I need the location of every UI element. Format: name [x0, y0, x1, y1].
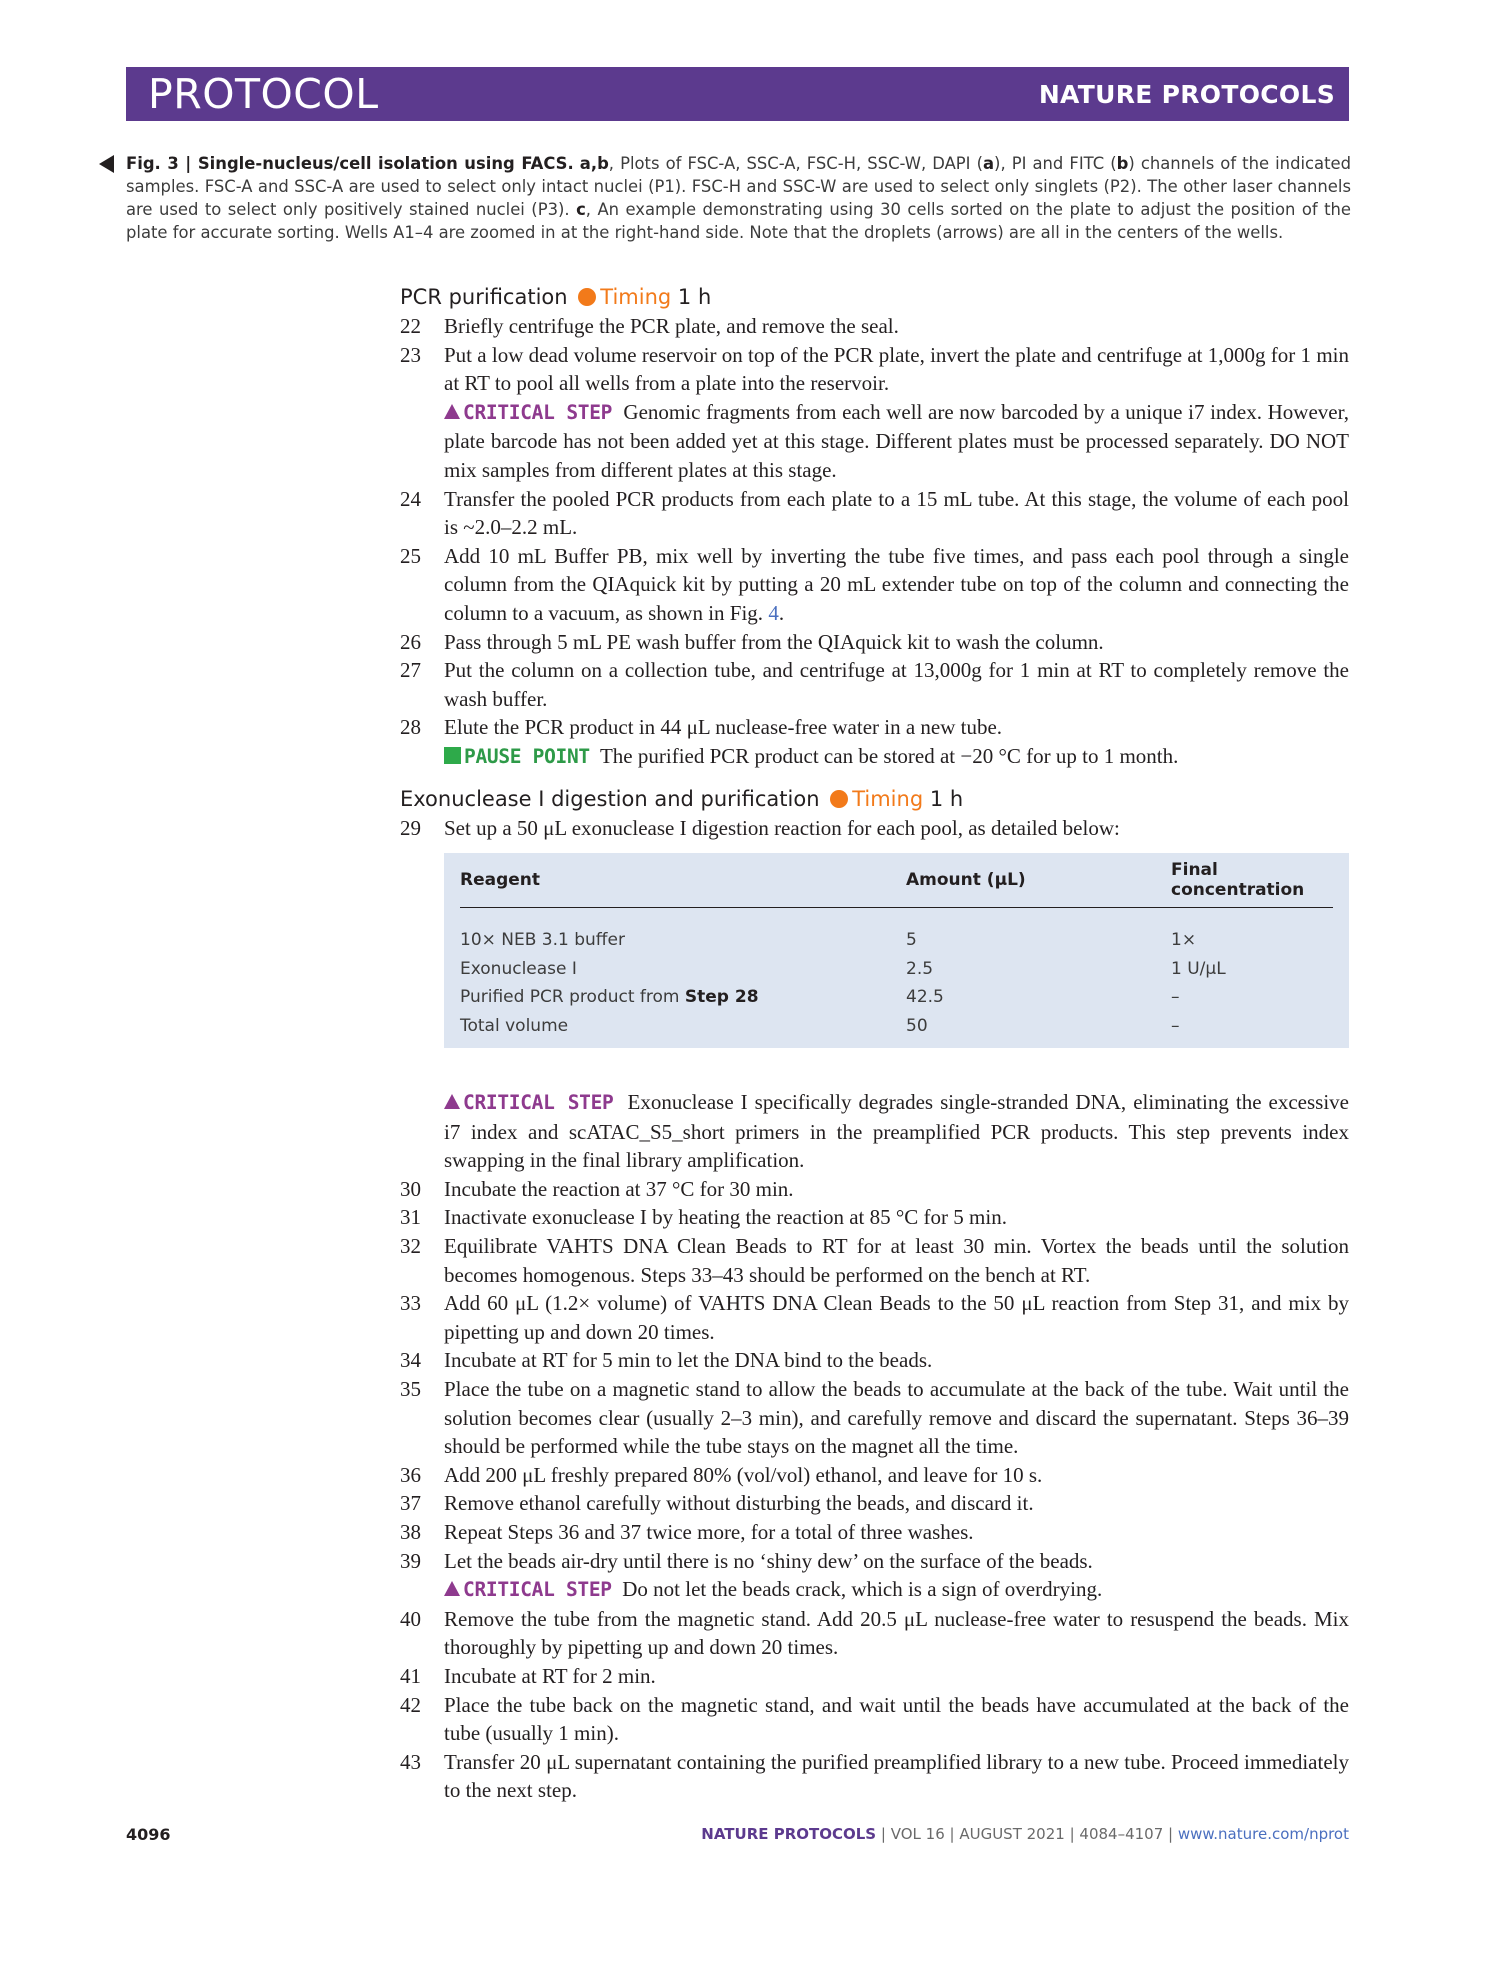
footer-citation: NATURE PROTOCOLS | VOL 16 | AUGUST 2021 | 4084–4107 | www.nature.com/nprot [701, 1825, 1349, 1843]
caption-label: Fig. 3 | Single-nucleus/cell isolation using FACS. [126, 154, 574, 173]
table-cell: 2.5 [906, 958, 934, 979]
caption-text: ) channels of the indicated samples. FSC-A and SSC-A are used to select only intact nuclei (P1). FSC-H and SSC-W are used to select only singlets (P2). The other laser channels are used to select only positively stained nuclei (P3). [126, 154, 1352, 219]
step-number: 39 [400, 1548, 421, 1573]
timing-dot-icon [830, 790, 848, 808]
step-30 [400, 1175, 1349, 1204]
step-text: Equilibrate VAHTS DNA Clean Beads to RT for at least 30 min. Vortex the beads until the solution becomes homogenous. Steps 33–43 should be performed on the bench at RT. [444, 1234, 1349, 1287]
step-number: 36 [400, 1462, 421, 1487]
protocol-body [400, 282, 1349, 1805]
timing-label: Timing [852, 786, 924, 811]
table-cell: – [1171, 1015, 1180, 1036]
step-number: 29 [400, 815, 421, 840]
step-text-end: . [778, 600, 785, 625]
step-text: Briefly centrifuge the PCR plate, and remove the seal. [444, 314, 899, 338]
step-42 [400, 1691, 1349, 1748]
step-24 [400, 485, 1349, 542]
step-number: 42 [400, 1692, 421, 1717]
step-number: 30 [400, 1176, 421, 1201]
figure-4-link[interactable]: 4 [768, 600, 779, 625]
table-header-concentration: Final concentration [1171, 853, 1333, 908]
critical-step-label: CRITICAL STEP [463, 1578, 612, 1602]
caption-ref-a: a [982, 154, 995, 173]
critical-step-text: Exonuclease I specifically degrades single-stranded DNA, eliminating the excessive i7 index and scATAC_S5_short primers in the preamplified PCR products. This step prevents index swapping in the final library amplification. [444, 1090, 1349, 1173]
table-header-reagent: Reagent [460, 853, 906, 908]
step-text: Add 200 μL freshly prepared 80% (vol/vol) ethanol, and leave for 10 s. [444, 1462, 1043, 1487]
step-37 [400, 1489, 1349, 1518]
step-text: Incubate at RT for 2 min. [444, 1663, 656, 1688]
warning-triangle-icon [444, 404, 460, 419]
caption-panel-a: a [579, 154, 591, 173]
step-text: Put the column on a collection tube, and centrifuge at 13,000g for 1 min at RT to completely remove the wash buffer. [444, 658, 1349, 711]
step-number: 26 [400, 629, 421, 654]
step-41 [400, 1662, 1349, 1691]
step-34 [400, 1346, 1349, 1375]
timing-label: Timing [600, 285, 672, 309]
step-29 [400, 814, 1349, 843]
figure-caption: Fig. 3 | Single-nucleus/cell isolation using FACS. a,b, Plots of FSC-A, SSC-A, FSC-H, SSC-W, DAPI (a), PI and FITC (b) channels of the indicated samples. FSC-A and SSC-A are used to select only intact nuclei (P1). FSC-H and SSC-W are used to select only singlets (P2). The other laser channels are used to select only positively stained nuclei (P3). c, An example demonstrating using 30 cells sorted on the plate to adjust the position of the plate for accurate sorting. Wells A1–4 are zoomed in at the right-hand side. Note that the droplets (arrows) are all in the centers of the wells. [126, 152, 1351, 244]
step-text: Remove the tube from the magnetic stand. Add 20.5 μL nuclease-free water to resuspend the beads. Mix thoroughly by pipetting up and down 20 times. [444, 1606, 1349, 1660]
step-32 [400, 1232, 1349, 1289]
step-26 [400, 628, 1349, 657]
footer-date: AUGUST 2021 [959, 1825, 1065, 1843]
caption-panel-c: c [576, 200, 586, 219]
step-35 [400, 1375, 1349, 1461]
step-text: Let the beads air-dry until there is no ‘shiny dew’ on the surface of the beads. [444, 1548, 1093, 1573]
step-number: 22 [400, 314, 421, 338]
step-39 [400, 1547, 1349, 1576]
caption-text: ), PI and FITC ( [994, 154, 1117, 173]
table-row [460, 908, 1333, 955]
table-cell: 50 [906, 1015, 928, 1036]
step-text: Add 60 μL (1.2× volume) of VAHTS DNA Clean Beads to the 50 μL reaction from Step 31, and mix by pipetting up and down 20 times. [444, 1291, 1349, 1344]
table-cell: – [1171, 987, 1180, 1008]
step-text: Incubate at RT for 5 min to let the DNA bind to the beads. [444, 1348, 933, 1373]
section-heading-exonuclease [400, 784, 1349, 814]
step-text: Transfer 20 μL supernatant containing the purified preamplified library to a new tube. Proceed immediately to the next step. [444, 1749, 1349, 1803]
step-27 [400, 656, 1349, 713]
caption-panel-b: b [597, 154, 609, 173]
footer-url-link[interactable]: www.nature.com/nprot [1177, 1825, 1349, 1843]
step-28 [400, 713, 1349, 742]
step-number: 34 [400, 1348, 421, 1373]
table-header-amount: Amount (μL) [906, 853, 1171, 908]
table-cell: Exonuclease I [460, 958, 577, 979]
step-text: Repeat Steps 36 and 37 twice more, for a total of three washes. [444, 1520, 974, 1544]
step-number: 27 [400, 658, 421, 683]
section-label: PROTOCOL [148, 70, 379, 118]
section-heading-pcr-purification [400, 282, 1349, 312]
step-text: Set up a 50 μL exonuclease I digestion reaction for each pool, as detailed below: [444, 815, 1120, 840]
table-row [460, 983, 1333, 1012]
caption-text: , Plots of FSC-A, SSC-A, FSC-H, SSC-W, DAPI ( [608, 154, 983, 173]
warning-triangle-icon [444, 1581, 460, 1596]
caption-text: , An example demonstrating using 30 cells sorted on the plate to adjust the position of the plate for accurate sorting. Wells A1–4 are zoomed in at the right-hand side. Note that the droplets (arrows) are all in the centers of the wells. [126, 200, 1351, 242]
footer-volume: VOL 16 [890, 1825, 945, 1843]
critical-step-note [444, 1575, 1349, 1605]
timing-duration: 1 h [677, 285, 712, 309]
step-number: 37 [400, 1491, 421, 1516]
table-cell: 1 U/μL [1171, 958, 1226, 979]
step-number: 38 [400, 1520, 421, 1544]
pause-point-label: PAUSE POINT [464, 744, 590, 768]
step-text: Elute the PCR product in 44 μL nuclease-free water in a new tube. [444, 715, 1003, 740]
table-cell: 5 [906, 930, 917, 951]
critical-step-note [444, 398, 1349, 485]
table-row [460, 1012, 1333, 1041]
step-23 [400, 341, 1349, 398]
header-banner [126, 67, 1349, 121]
footer-journal: NATURE PROTOCOLS [701, 1825, 877, 1843]
step-number: 24 [400, 486, 421, 511]
step-number: 35 [400, 1377, 421, 1402]
timing-dot-icon [578, 288, 596, 306]
step-text: Remove ethanol carefully without disturbing the beads, and discard it. [444, 1491, 1034, 1516]
critical-step-text: Do not let the beads crack, which is a sign of overdrying. [622, 1577, 1103, 1602]
step-text: Place the tube on a magnetic stand to allow the beads to accumulate at the back of the tube. Wait until the solution becomes clear (usually 2–3 min), and carefully remove and discard the supernatant. Steps 36–39 should be performed while the tube stays on the magnet all the time. [444, 1377, 1349, 1459]
section-title: PCR purification [400, 285, 568, 309]
pause-point-note [444, 742, 1349, 772]
step-number: 31 [400, 1205, 421, 1230]
critical-step-label: CRITICAL STEP [463, 400, 613, 424]
step-number: 32 [400, 1234, 421, 1259]
step-number: 40 [400, 1606, 421, 1631]
step-31 [400, 1203, 1349, 1232]
step-number: 41 [400, 1663, 421, 1688]
step-43 [400, 1748, 1349, 1805]
step-number: 33 [400, 1291, 421, 1316]
critical-step-text: Genomic fragments from each well are now barcoded by a unique i7 index. However, plate barcode has not been added yet at this stage. Different plates must be processed separately. DO NOT mix samples from different plates at this stage. [444, 399, 1350, 482]
reagent-table [444, 853, 1349, 1048]
step-text: Incubate the reaction at 37 °C for 30 min. [444, 1176, 794, 1201]
caption-ref-b: b [1116, 154, 1129, 173]
journal-name: NATURE PROTOCOLS [1038, 80, 1335, 109]
critical-step-label: CRITICAL STEP [463, 1091, 614, 1115]
step-25 [400, 542, 1349, 628]
step-text: Transfer the pooled PCR products from each plate to a 15 mL tube. At this stage, the volume of each pool is ~2.0–2.2 mL. [444, 486, 1349, 540]
page-number: 4096 [126, 1825, 171, 1844]
timing-duration: 1 h [929, 786, 964, 811]
caption-arrow-icon [99, 155, 114, 173]
table-cell: Purified PCR product from Step 28 [460, 987, 759, 1008]
step-text: Inactivate exonuclease I by heating the reaction at 85 °C for 5 min. [444, 1205, 1007, 1230]
step-text: Add 10 mL Buffer PB, mix well by inverting the tube five times, and pass each pool through a single column from the QIAquick kit by putting a 20 mL extender tube on top of the column and connecting the column to a vacuum, as shown in Fig. [444, 543, 1349, 625]
step-number: 23 [400, 342, 421, 367]
footer-pages: 4084–4107 [1079, 1825, 1164, 1843]
step-38 [400, 1518, 1349, 1547]
section-title: Exonuclease I digestion and purification [400, 786, 820, 811]
table-row [460, 955, 1333, 984]
table-cell: Total volume [460, 1015, 569, 1036]
table-cell: 42.5 [906, 987, 944, 1008]
step-22 [400, 312, 1349, 341]
step-number: 28 [400, 715, 421, 740]
pause-point-text: The purified PCR product can be stored at −20 °C for up to 1 month. [599, 743, 1179, 768]
critical-step-note [444, 1088, 1349, 1175]
warning-triangle-icon [444, 1094, 460, 1109]
step-number: 25 [400, 543, 421, 568]
step-40 [400, 1605, 1349, 1662]
table-cell: 10× NEB 3.1 buffer [460, 930, 625, 951]
step-36 [400, 1461, 1349, 1490]
step-text: Place the tube back on the magnetic stand, and wait until the beads have accumulated at the back of the tube (usually 1 min). [444, 1692, 1349, 1746]
step-33 [400, 1289, 1349, 1346]
step-text: Pass through 5 mL PE wash buffer from the QIAquick kit to wash the column. [444, 629, 1104, 654]
table-cell: 1× [1171, 930, 1197, 951]
step-number: 43 [400, 1749, 421, 1774]
pause-square-icon [444, 747, 461, 764]
step-text: Put a low dead volume reservoir on top of the PCR plate, invert the plate and centrifuge at 1,000g for 1 min at RT to pool all wells from a plate into the reservoir. [444, 342, 1349, 396]
